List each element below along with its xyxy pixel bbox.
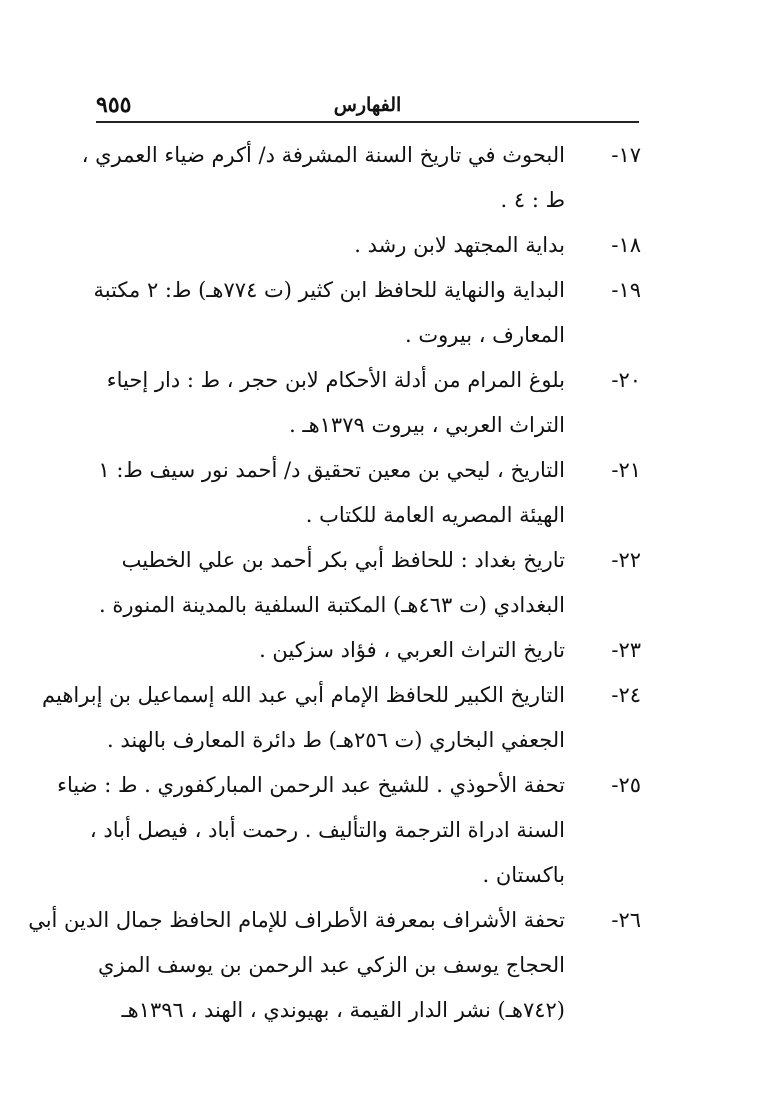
bibliography-entry [57,763,641,898]
entry-line: التاريخ ، ليحي بن معين تحقيق د/ أحمد نور سيف ط: ١ [98,458,565,482]
entry-line: (٧٤٢هـ) نشر الدار القيمة ، بهيوندي ، الهند ، ١٣٩٦هـ [121,998,565,1022]
bibliography-entry [42,673,641,763]
entry-line: الجعفي البخاري (ت ٢٥٦هـ) ط دائرة المعارف بالهند . [107,728,565,752]
entry-line: الهيئة المصريه العامة للكتاب . [305,503,565,527]
entry-line: البداية والنهاية للحافظ ابن كثير (ت ٧٧٤هـ) ط: ٢ مكتبة [93,278,565,302]
bibliography-entry [94,448,641,538]
bibliography-entry [94,268,641,358]
entry-line: البغدادي (ت ٤٦٣هـ) المكتبة السلفية بالمدينة المنورة . [99,593,565,617]
entry-number: ١٧- [611,143,641,167]
entry-line: بلوغ المرام من أدلة الأحكام لابن حجر ، ط : دار إحياء [106,368,565,392]
entry-line: المعارف ، بيروت . [405,323,565,347]
entry-number: ٢٥- [611,773,641,797]
entry-line: تاريخ بغداد : للحافظ أبي بكر أحمد بن علي الخطيب [121,548,565,572]
entry-line: باكستان . [482,863,565,887]
entry-number: ٢٦- [611,908,641,932]
entry-line: ط : ٤ . [500,188,565,212]
entry-number: ٢٣- [611,638,641,662]
bibliography-entry [81,133,641,223]
bibliography-entry [94,358,641,448]
entry-number: ٢٤- [611,683,641,707]
entry-line: بداية المجتهد لابن رشد . [354,233,565,257]
page-header [96,92,639,122]
header-rule [96,121,639,123]
bibliography-entry [28,898,641,1033]
bibliography-list [28,133,641,1033]
entry-line: تاريخ التراث العربي ، فؤاد سزكين . [259,638,565,662]
entry-line: البحوث في تاريخ السنة المشرفة د/ أكرم ضياء العمري ، [81,143,565,167]
bibliography-entry [94,538,641,628]
entry-number: ١٩- [611,278,641,302]
bibliography-entry [94,628,641,673]
entry-line: السنة ادراة الترجمة والتأليف . رحمت أباد ، فيصل أباد ، [89,818,565,842]
entry-number: ٢٢- [611,548,641,572]
entry-line: تحفة الأشراف بمعرفة الأطراف للإمام الحافظ جمال الدين أبي [28,908,565,932]
entry-number: ١٨- [611,233,641,257]
page-number: ٩٥٥ [96,92,132,118]
entry-number: ٢٠- [611,368,641,392]
entry-line: التراث العربي ، بيروت ١٣٧٩هـ . [289,413,565,437]
entry-line: الحجاج يوسف بن الزكي عبد الرحمن بن يوسف المزي [98,953,565,977]
entry-line: التاريخ الكبير للحافظ الإمام أبي عبد الله إسماعيل بن إبراهيم [42,683,565,707]
entry-number: ٢١- [611,458,641,482]
running-title: الفهارس [333,94,402,116]
entry-line: تحفة الأحوذي . للشيخ عبد الرحمن المباركفوري . ط : ضياء [57,773,565,797]
bibliography-entry [94,223,641,268]
